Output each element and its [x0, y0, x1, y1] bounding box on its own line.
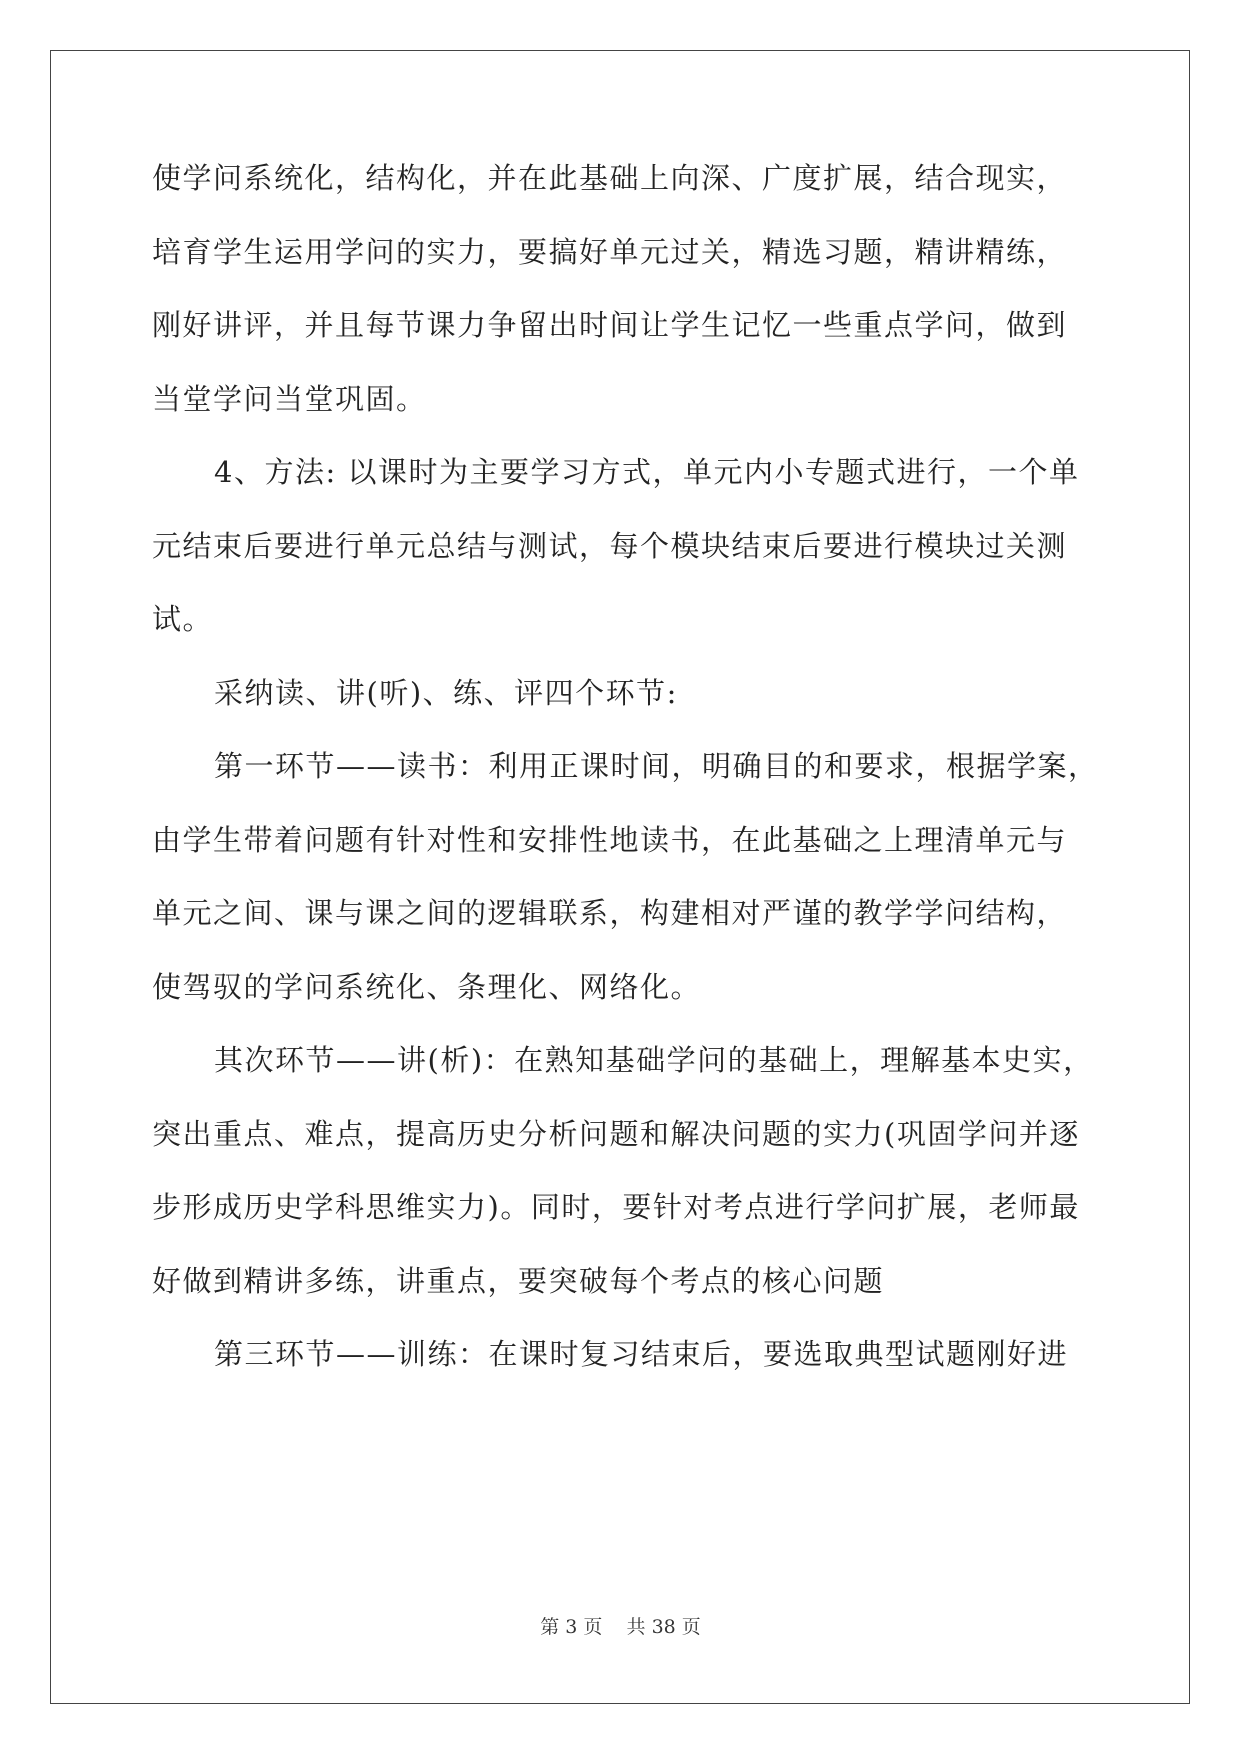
text-line-13: 其次环节——讲(析)：在熟知基础学问的基础上，理解基本史实，	[214, 1043, 1094, 1077]
text-line-10: 由学生带着问题有针对性和安排性地读书，在此基础之上理清单元与	[152, 822, 1068, 857]
text-line-15: 步形成历史学科思维实力)。同时，要针对考点进行学问扩展，老师最	[152, 1190, 1080, 1224]
text-line-8: 采纳读、讲(听)、练、评四个环节:	[214, 675, 678, 710]
text-line-12: 使驾驭的学问系统化、条理化、网络化。	[152, 969, 702, 1004]
text-line-3: 刚好讲评，并且每节课力争留出时间让学生记忆一些重点学问，做到	[152, 308, 1068, 342]
text-line-9: 第一环节——读书：利用正课时间，明确目的和要求，根据学案，	[214, 749, 1099, 783]
text-line-14: 突出重点、难点，提高历史分析问题和解决问题的实力(巩固学问并逐	[152, 1116, 1080, 1151]
text-line-17: 第三环节——训练：在课时复习结束后，要选取典型试题刚好进	[214, 1337, 1069, 1371]
text-line-7: 试。	[152, 602, 214, 636]
text-line-16: 好做到精讲多练，讲重点，要突破每个考点的核心问题	[152, 1263, 885, 1298]
text-line-2: 培育学生运用学问的实力，要搞好单元过关，精选习题，精讲精练，	[152, 234, 1068, 269]
text-line-4: 当堂学问当堂巩固。	[152, 381, 427, 416]
document-body	[152, 160, 1099, 1410]
text-line-5: 4、方法: 以课时为主要学习方式，单元内小专题式进行，一个单	[214, 455, 1080, 489]
text-line-1: 使学问系统化，结构化，并在此基础上向深、广度扩展，结合现实，	[152, 161, 1068, 195]
text-line-11: 单元之间、课与课之间的逻辑联系，构建相对严谨的教学学问结构，	[152, 896, 1068, 930]
text-line-6: 元结束后要进行单元总结与测试，每个模块结束后要进行模块过关测	[152, 528, 1068, 563]
page-number-footer: 第 3 页 共 38 页	[540, 1616, 701, 1638]
